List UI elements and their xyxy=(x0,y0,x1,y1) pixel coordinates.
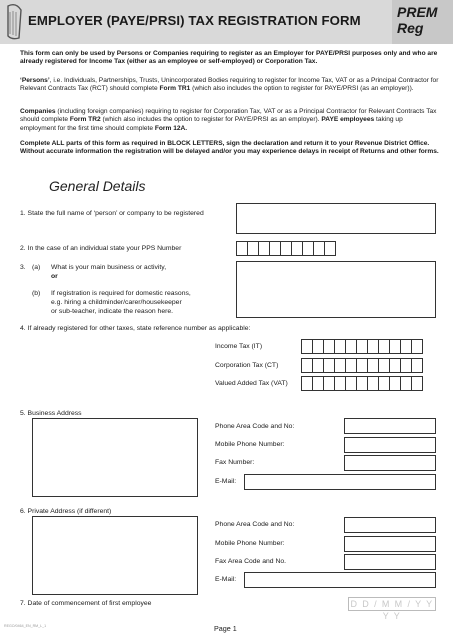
question-5-label: 5. Business Address xyxy=(20,410,82,417)
intro-paragraph-4: Complete ALL parts of this form as required in BLOCK LETTERS, sign the declaration and return it to your Revenue District Office. Without accurate information the registration will be delayed and/or you may experience delays in receipt of Returns and other forms. xyxy=(20,140,439,156)
private-mobile-field[interactable] xyxy=(344,536,436,552)
persons-term: ‘Persons’ xyxy=(20,77,50,84)
question-3b-label-3: or sub-teacher, indicate the reason here. xyxy=(51,308,174,315)
or-label: or xyxy=(51,273,58,280)
business-email-label: E-Mail: xyxy=(215,478,237,485)
private-fax-label: Fax Area Code and No. xyxy=(215,558,287,565)
corporation-tax-label: Corporation Tax (CT) xyxy=(215,362,279,369)
intro-paragraph-1: This form can only be used by Persons or Companies requiring to register as an Employer for PAYE/PRSI purposes only and who are already registered for Income Tax (either as an employee or self-employed) or Corporation Tax. xyxy=(20,50,438,66)
private-mobile-label: Mobile Phone Number: xyxy=(215,540,285,547)
question-6-label: 6. Private Address (if different) xyxy=(20,508,112,515)
question-4-label: 4. If already registered for other taxes, state reference number as applicable: xyxy=(20,325,251,332)
question-3a-label: What is your main business or activity, xyxy=(51,264,167,271)
income-tax-label: Income Tax (IT) xyxy=(215,343,263,350)
form-code-line1: PREM xyxy=(397,4,438,20)
form-title: EMPLOYER (PAYE/PRSI) TAX REGISTRATION FORM xyxy=(28,13,361,28)
companies-term: Companies xyxy=(20,108,56,115)
private-email-field[interactable] xyxy=(244,572,436,588)
question-3b-label-2: e.g. hiring a childminder/carer/housekeeper xyxy=(51,299,182,306)
business-address-field[interactable] xyxy=(32,418,198,497)
business-fax-label: Fax Number: xyxy=(215,459,255,466)
form-code-badge xyxy=(392,0,453,44)
page-number: Page 1 xyxy=(214,624,237,633)
pps-cell[interactable] xyxy=(324,241,336,256)
intro-paragraph-3 xyxy=(20,108,440,133)
business-fax-field[interactable] xyxy=(344,455,436,471)
question-3a-letter: (a) xyxy=(32,264,41,271)
ref-cell[interactable] xyxy=(411,376,423,391)
form-tr2-ref: Form TR2 xyxy=(69,116,101,124)
income-tax-ref-field[interactable] xyxy=(301,339,422,354)
question-7-label: 7. Date of commencement of first employee xyxy=(20,600,152,607)
vat-label: Valued Added Tax (VAT) xyxy=(215,380,288,387)
business-mobile-label: Mobile Phone Number: xyxy=(215,441,285,448)
private-fax-field[interactable] xyxy=(344,554,436,570)
form-reference-code: REGO/0464_EN_RM_L_1 xyxy=(4,624,47,628)
intro-p2-text: , i.e. Individuals, Partnerships, Trusts, Unincorporated Bodies requiring to register for Income Tax, VAT or as a Principal Contractor for Relevant Contracts Tax (RCT) should complete xyxy=(20,77,439,93)
private-email-label: E-Mail: xyxy=(215,576,237,583)
pps-number-field[interactable] xyxy=(236,241,335,256)
paye-employees-term: PAYE employees xyxy=(321,116,375,124)
business-mobile-field[interactable] xyxy=(344,437,436,453)
corporation-tax-ref-field[interactable] xyxy=(301,358,422,373)
intro-p3-text-mid: (which also includes the option to register for PAYE/PRSI as an employer). xyxy=(100,116,322,124)
intro-p2-text-end: (which also includes the option to register for PAYE/PRSI (as an employer)). xyxy=(190,85,414,93)
question-1-label: 1. State the full name of ‘person’ or company to be registered xyxy=(20,210,204,217)
business-activity-field[interactable] xyxy=(236,261,436,318)
private-phone-label: Phone Area Code and No: xyxy=(215,521,295,528)
intro-p3-text: (including foreign companies) requiring to register for Corporation Tax, VAT or as a Principal Contractor for Relevant Contracts Tax should complete xyxy=(20,108,437,124)
commencement-date-field[interactable]: D D / M M / Y Y Y Y xyxy=(348,597,436,611)
harp-logo xyxy=(4,2,24,42)
private-address-field[interactable] xyxy=(32,516,198,595)
intro-paragraph-2 xyxy=(20,77,440,94)
vat-ref-field[interactable] xyxy=(301,376,422,391)
intro-p3-text-end: taking up employment for the first time should complete xyxy=(20,116,403,132)
section-title: General Details xyxy=(49,178,146,194)
name-field[interactable] xyxy=(236,203,436,234)
question-3-number: 3. xyxy=(20,264,26,271)
form-12a-ref: Form 12A. xyxy=(154,124,188,132)
ref-cell[interactable] xyxy=(411,358,423,373)
form-code-line2: Reg xyxy=(397,20,424,36)
business-phone-field[interactable] xyxy=(344,418,436,434)
question-3b-letter: (b) xyxy=(32,290,41,297)
form-tr1-ref: Form TR1 xyxy=(159,85,191,93)
question-2-label: 2. In the case of an individual state your PPS Number xyxy=(20,245,182,252)
business-email-field[interactable] xyxy=(244,474,436,490)
question-3b-label-1: If registration is required for domestic reasons, xyxy=(51,290,191,297)
business-phone-label: Phone Area Code and No: xyxy=(215,423,295,430)
private-phone-field[interactable] xyxy=(344,517,436,533)
ref-cell[interactable] xyxy=(411,339,423,354)
